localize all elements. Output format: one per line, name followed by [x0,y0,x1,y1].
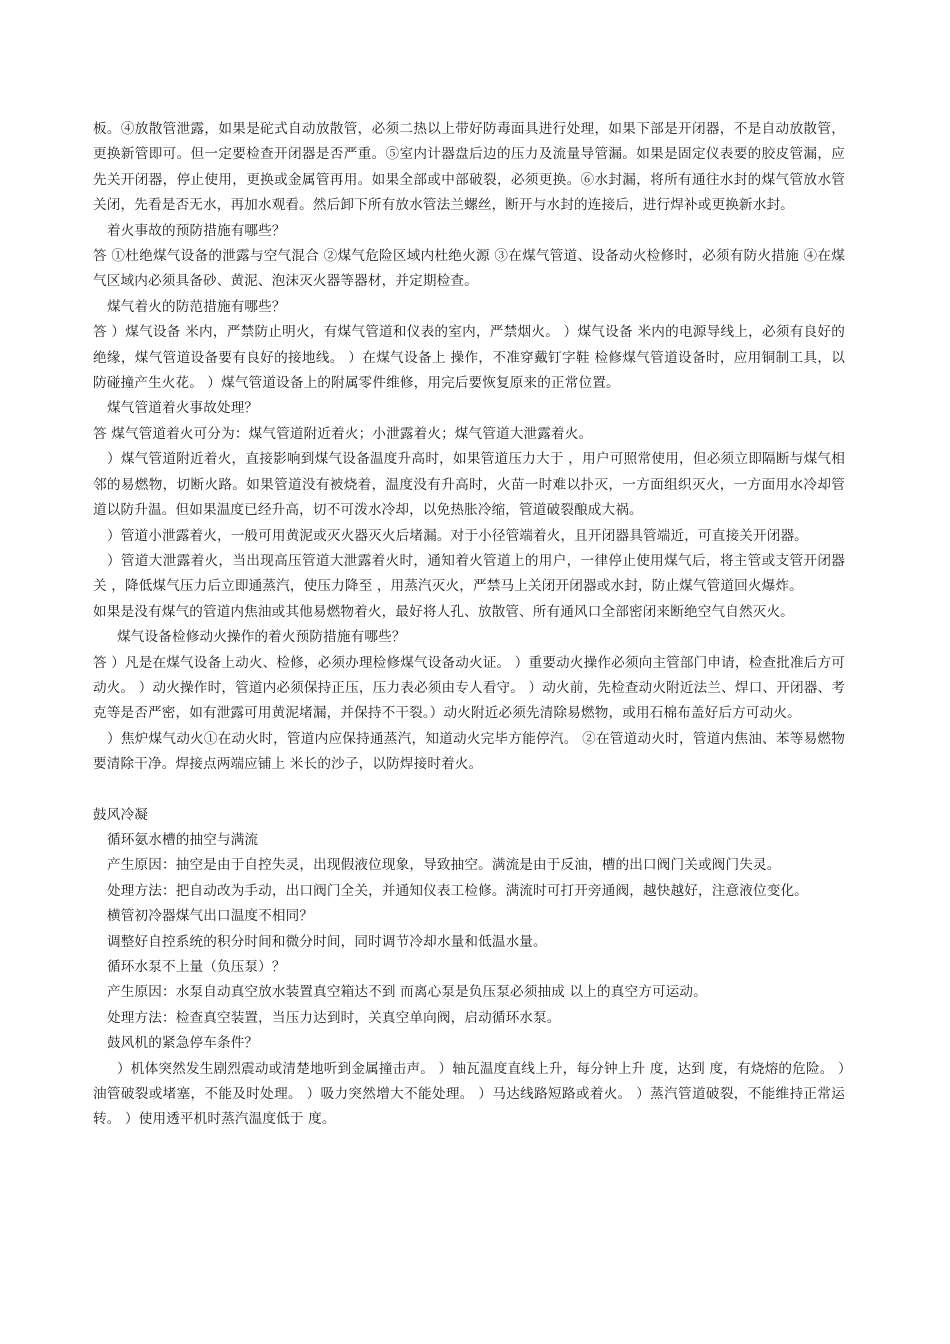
pump-cause: 产生原因：水泵自动真空放水装置真空箱达不到 而离心泵是负压泵必须抽成 以上的真空方可运动。 [107,984,707,1001]
answer-hot-work-2: ）焦炉煤气动火①在动火时，管道内应保持通蒸汽，知道动火完毕方能停汽。 ②在管道动火时，管道内焦油、苯等易燃物要清除干净。焊接点两端应铺上 米长的沙子，以防焊接时着火。 [93,730,845,773]
leak-handling-paragraph: 板。④放散管泄露，如果是砣式自动放散管，必须二热以上带好防毒面具进行处理，如果下部是开闭器，不是自动放散管，更换新管即可。但一定要检查开闭器是否严重。⑤室内计器盘后边的压力及流量导管漏。如果是固定仪表要的胶皮管漏，应先关开闭器，停止使用，更换或金属管再用。如果全部或中部破裂，必须更换。⑥水封漏，将所有通往水封的煤气管放水管关闭，先看是否无水，再加水观看。然后卸下所有放水管法兰螺丝，断开与水封的连接后，进行焊补或更换新水封。 [93,121,845,214]
answer-emergency-stop: ）机体突然发生剧烈震动或清楚地听到金属撞击声。 ）轴瓦温度直线上升，每分钟上升 度，达到 度，有烧熔的危险。 ）油管破裂或堵塞，不能及时处理。 ）吸力突然增大不能处理。 ）马达线路短路或着火。 ）蒸汽管道破裂，不能维持正常运转。 ）使用透平机时蒸汽温度低于 度。 [93,1060,845,1128]
question-emergency-stop: 鼓风机的紧急停车条件？ [107,1035,259,1052]
tank-method: 处理方法：把自动改为手动，出口阀门全关，并通知仪表工检修。满流时可打开旁通阀，越快越好，注意液位变化。 [107,882,808,899]
answer-fire-accident-prevention: 答 ①杜绝煤气设备的泄露与空气混合 ②煤气危险区域内杜绝火源 ③在煤气管道、设备动火检修时，必须有防火措施 ④在煤气区域内必须具备砂、黄泥、泡沫灭火器等器材，并定期检查。 [93,248,845,290]
question-gas-fire-measures: 煤气着火的防范措施有哪些？ [107,298,286,315]
answer-gas-fire-measures: 答 ）煤气设备 米内，严禁防止明火，有煤气管道和仪表的室内，严禁烟火。 ）煤气设备 米内的电源导线上，必须有良好的绝缘，煤气管道设备要有良好的接地线。 ）在煤气设备上 操作，不准穿戴钉字鞋 检修煤气管道设备时，应用铜制工具，以防碰撞产生火花。 ）煤气管道设备上的附属零件维修，用完后要恢复原来的正常位置。 [93,324,845,392]
answer-pipe-fire-item-1: ）煤气管道附近着火，直接影响到煤气设备温度升高时，如果管道压力大于 ，用户可照常使用，但必须立即隔断与煤气相邻的易燃物，切断火路。如果管道没有被烧着，温度没有升高时，火苗一时难以扑灭，一方面组织灭火，一方面用水冷却管道以防升温。但如果温度已经升高，切不可泼水冷却，以免热胀冷缩，管道破裂酿成大祸。 [93,451,845,519]
question-fire-accident-prevention: 着火事故的预防措施有哪些？ [107,222,286,239]
question-pump: 循环水泵不上量（负压泵）？ [107,959,286,975]
question-cooler: 横管初冷器煤气出口温度不相同？ [107,908,314,925]
question-hot-work-prevention: 煤气设备检修动火操作的着火预防措施有哪些？ [117,629,406,646]
answer-hot-work-1: 答 ）凡是在煤气设备上动火、检修，必须办理检修煤气设备动火证。 ）重要动火操作必须向主管部门申请，检查批准后方可动火。 ）动火操作时，管道内必须保持正压，压力表必须由专人看守。 ）动火前，先检查动火附近法兰、焊口、开闭器、考克等是否严密，如有泄露可用黄泥堵漏，并保持不干裂。）动火附近必须先清除易燃物，或用石棉布盖好后方可动火。 [93,654,845,722]
answer-pipe-fire-item-4: 如果是没有煤气的管道内焦油或其他易燃物着火，最好将人孔、放散管、所有通风口全部密闭来断绝空气自然灭火。 [93,603,794,620]
pump-method: 处理方法：检查真空装置，当压力达到时，关真空单向阀，启动循环水泵。 [107,1009,561,1026]
answer-pipe-fire-item-2: ）管道小泄露着火，一般可用黄泥或灭火器灭火后堵漏。对于小径管端着火，且开闭器具管端近，可直接关开闭器。 [107,527,808,544]
answer-pipe-fire-item-3: ）管道大泄露着火，当出现高压管道大泄露着火时，通知着火管道上的用户，一律停止使用煤气后，将主管或支管开闭器关 ，降低煤气压力后立即通蒸汽，使压力降至 ，用蒸汽灭火，严禁马上关闭开闭器或水封，防止煤气管道回火爆炸。 [93,552,845,595]
answer-pipe-fire-intro: 答 煤气管道着火可分为：煤气管道附近着火；小泄露着火；煤气管道大泄露着火。 [93,425,593,442]
section-heading-blower: 鼓风冷凝 [93,806,148,823]
section-gap [93,778,845,803]
answer-cooler: 调整好自控系统的积分时间和微分时间，同时调节冷却水量和低温水量。 [107,933,547,950]
question-pipe-fire-handling: 煤气管道着火事故处理？ [107,400,259,417]
document-page [93,117,845,1133]
question-tank: 循环氨水槽的抽空与满流 [107,831,259,848]
tank-cause: 产生原因：抽空是由于自控失灵，出现假液位现象，导致抽空。满流是由于反油，槽的出口阀门关或阀门失灵。 [107,857,781,874]
